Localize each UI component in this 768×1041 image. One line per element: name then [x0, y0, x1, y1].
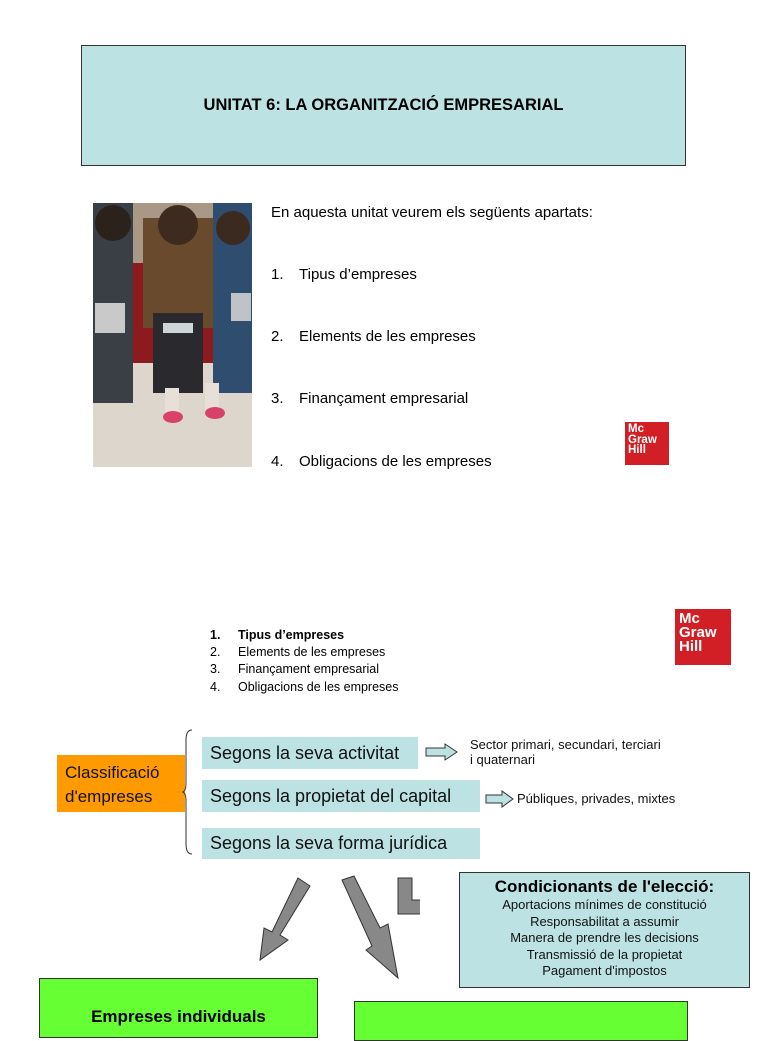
right-arrow-icon — [485, 790, 515, 808]
criteria-capital — [202, 780, 480, 812]
toc-item-label: Tipus d’empreses — [299, 266, 417, 283]
down-right-arrow-icon — [342, 876, 398, 978]
criteria-label: Segons la seva activitat — [210, 742, 400, 763]
toc-item — [271, 328, 476, 345]
toc-item-current — [210, 628, 344, 642]
conditions-line: Pagament d'impostos — [542, 963, 667, 978]
toc-item-number: 1. — [271, 266, 284, 283]
toc-item-label: Elements de les empreses — [238, 645, 386, 659]
toc-item-number: 2. — [271, 328, 284, 345]
students-photo — [93, 203, 252, 467]
toc-item — [271, 266, 417, 283]
logo-line: Mc — [679, 610, 700, 627]
capital-result: Públiques, privades, mixtes — [517, 791, 676, 806]
toc-item — [210, 662, 379, 676]
activity-result-line: i quaternari — [470, 752, 536, 767]
activity-result-line: Sector primari, secundari, terciari — [470, 737, 661, 752]
logo-line: Hill — [679, 637, 703, 655]
toc-item-label: Finançament empresarial — [299, 390, 469, 407]
brace-icon — [182, 728, 194, 856]
criteria-activity — [202, 737, 418, 769]
toc-item-number: 3. — [210, 662, 221, 676]
mcgraw-hill-logo — [675, 609, 731, 665]
conditions-title: Condicionants de l'elecció: — [494, 877, 715, 896]
toc-item-number: 4. — [271, 453, 284, 470]
toc-item — [210, 645, 385, 659]
logo-line: Graw — [679, 623, 717, 641]
classification-line: Classificació — [65, 763, 160, 782]
students-photo-illustration — [93, 203, 252, 467]
conditions-line: Transmissió de la propietat — [526, 946, 683, 962]
toc-item-number: 2. — [210, 645, 221, 659]
flow-arrows — [250, 870, 420, 982]
toc-item-label: Elements de les empreses — [299, 328, 476, 345]
down-left-arrow-icon — [260, 878, 310, 960]
criteria-label: Segons la propietat del capital — [210, 785, 452, 806]
logo-line: Graw — [628, 433, 657, 446]
logo-line: Hill — [628, 444, 646, 457]
activity-result — [470, 737, 661, 767]
toc-item-label: Obligacions de les empreses — [238, 680, 399, 694]
individual-companies-label: Empreses individuals — [91, 1007, 266, 1026]
toc-item — [210, 680, 399, 694]
conditions-box — [459, 872, 750, 988]
toc-item — [271, 453, 492, 470]
criteria-legal-form — [202, 828, 480, 859]
logo-line: Mc — [628, 423, 644, 435]
conditions-line: Responsabilitat a assumir — [530, 913, 679, 929]
individual-companies-box — [39, 978, 318, 1038]
toc-item-number: 4. — [210, 680, 221, 694]
bent-arrow-icon — [398, 878, 420, 924]
criteria-label: Segons la seva forma jurídica — [210, 833, 448, 853]
mcgraw-hill-logo — [625, 422, 669, 465]
slide-title — [81, 45, 686, 166]
conditions-line: Manera de prendre les decisions — [510, 930, 699, 945]
toc-item-label: Finançament empresarial — [238, 662, 380, 676]
toc-item — [271, 390, 468, 407]
intro-text: En aquesta unitat veurem els següents apartats: — [271, 204, 593, 221]
slide-title-text: UNITAT 6: LA ORGANITZACIÓ EMPRESARIAL — [203, 96, 564, 114]
classification-box — [57, 755, 185, 812]
toc-item-number: 3. — [271, 390, 284, 407]
companies-box — [354, 1001, 688, 1041]
classification-line: d'empreses — [65, 787, 153, 806]
toc-item-number: 1. — [210, 628, 221, 642]
toc-item-label: Tipus d’empreses — [238, 628, 345, 642]
toc-item-label: Obligacions de les empreses — [299, 453, 492, 470]
conditions-line: Aportacions mínimes de constitució — [502, 897, 707, 912]
right-arrow-icon — [425, 743, 459, 761]
